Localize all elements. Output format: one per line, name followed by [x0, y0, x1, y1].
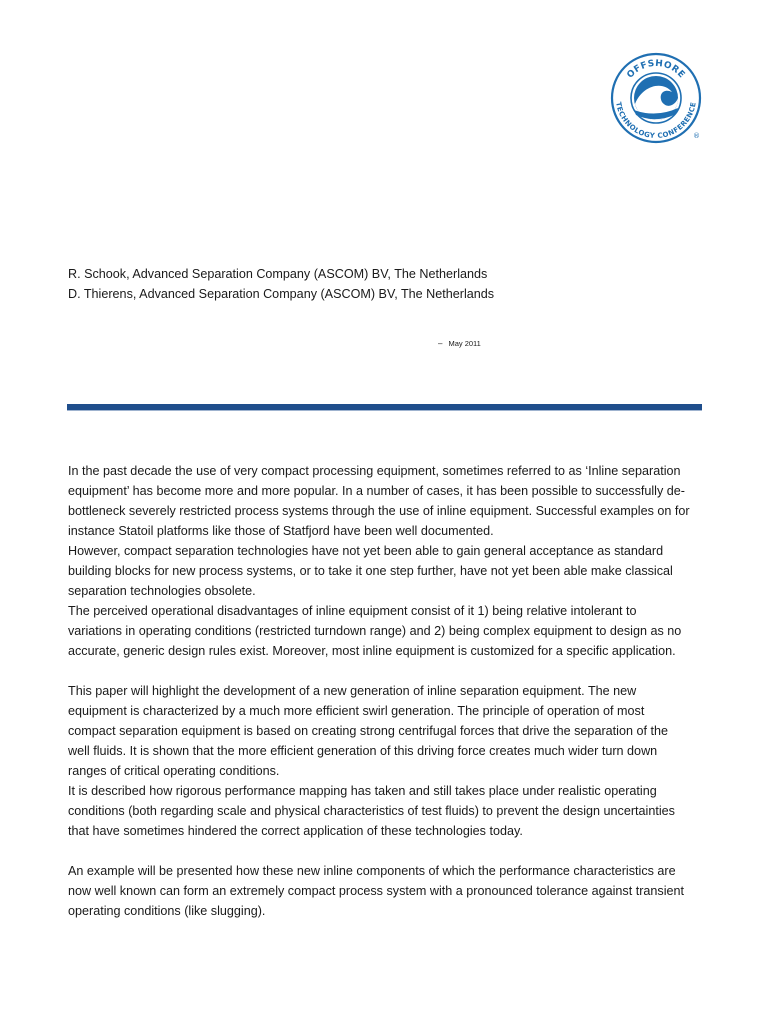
abstract-line: The perceived operational disadvantages of inline equipment consist of it 1) being relative intolerant to — [68, 604, 637, 618]
abstract-line: now well known can form an extremely compact process system with a pronounced tolerance against transient — [68, 884, 684, 898]
date-line — [438, 339, 481, 349]
abstract-line: However, compact separation technologies have not yet been able to gain general acceptance as standard — [68, 544, 664, 558]
section-divider — [67, 404, 702, 411]
author-line: R. Schook, Advanced Separation Company (ASCOM) BV, The Netherlands — [68, 267, 488, 281]
abstract-line: operating conditions (like slugging). — [68, 904, 266, 918]
abstract-line: In the past decade the use of very compact processing equipment, sometimes referred to as ‘Inline separation — [68, 464, 681, 478]
abstract-line: instance Statoil platforms like those of Statfjord have been well documented. — [68, 524, 494, 538]
abstract-line: It is described how rigorous performance mapping has taken and still takes place under realistic operating — [68, 784, 657, 798]
logo-side-text: TECHNOLOGY CONFERENCE — [614, 101, 698, 141]
abstract-line: well fluids. It is shown that the more efficient generation of this driving force creates much wider turn down — [68, 744, 658, 758]
abstract-line: conditions (both regarding scale and physical characteristics of test fluids) to prevent the design uncertainties — [68, 804, 675, 818]
abstract-line: This paper will highlight the development of a new generation of inline separation equipment. The new — [68, 684, 637, 698]
otc-logo-icon — [610, 52, 702, 144]
author-line: D. Thierens, Advanced Separation Company (ASCOM) BV, The Netherlands — [68, 287, 495, 301]
author-list — [68, 264, 708, 304]
paragraph-gap — [68, 661, 708, 681]
registered-mark: ® — [693, 132, 700, 140]
abstract-line: accurate, generic design rules exist. Moreover, most inline equipment is customized for a specific application. — [68, 644, 676, 658]
abstract-line: compact separation equipment is based on creating strong centrifugal forces that drive the separation of the — [68, 724, 668, 738]
abstract-line: equipment’ has become more and more popular. In a number of cases, it has been possible to successfully de- — [68, 484, 685, 498]
publication-date: May 2011 — [448, 339, 481, 348]
logo-top-text: OFFSHORE — [625, 58, 687, 81]
abstract-line: An example will be presented how these new inline components of which the performance characteristics are — [68, 864, 676, 878]
abstract-body — [68, 461, 708, 921]
abstract-line: variations in operating conditions (restricted turndown range) and 2) being complex equipment to design as no — [68, 624, 682, 638]
date-dash: – — [438, 339, 443, 348]
abstract-line: separation technologies obsolete. — [68, 584, 256, 598]
abstract-line: building blocks for new process systems, or to take it one step further, have not yet been able make classical — [68, 564, 673, 578]
abstract-line: equipment is characterized by a much more efficient swirl generation. The principle of operation of most — [68, 704, 645, 718]
abstract-line: that have sometimes hindered the correct application of these technologies today. — [68, 824, 523, 838]
abstract-line: ranges of critical operating conditions. — [68, 764, 280, 778]
abstract-line: bottleneck severely restricted process systems through the use of inline equipment. Successful examples on for — [68, 504, 690, 518]
paragraph-gap — [68, 841, 708, 861]
otc-logo — [610, 52, 702, 144]
